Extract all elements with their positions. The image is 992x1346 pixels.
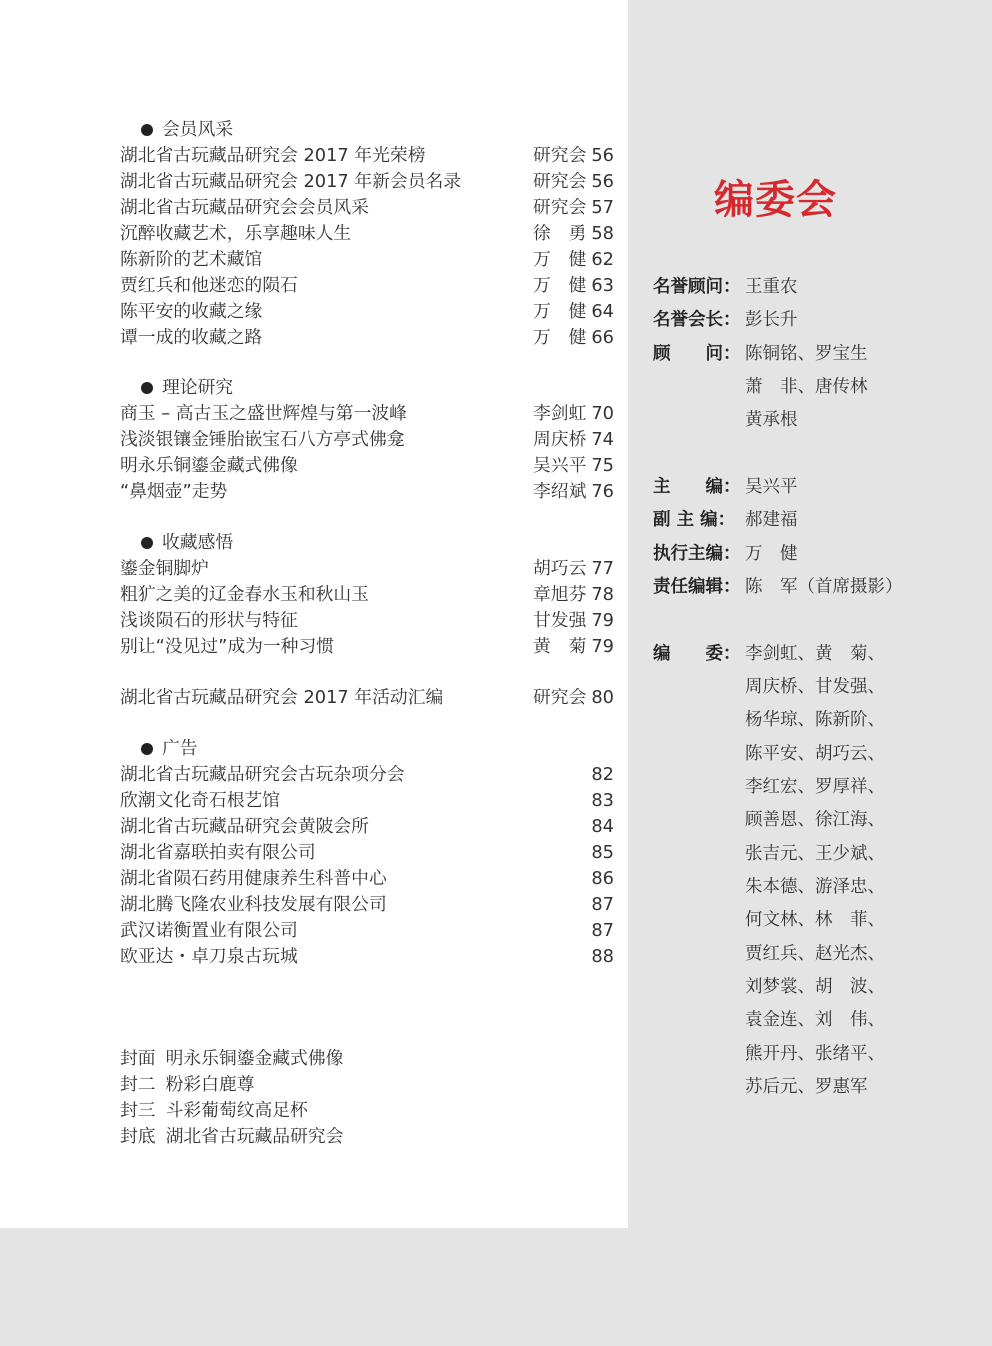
editorial-label: 执行主编： xyxy=(653,543,741,564)
toc-entry-page: 58 xyxy=(591,223,614,244)
editorial-names: 何文林、林 菲、 xyxy=(745,910,885,931)
toc-entry-title: 湖北省古玩藏品研究会 2017 年活动汇编 xyxy=(120,687,444,708)
ad-entry xyxy=(120,788,614,814)
editorial-row xyxy=(653,871,983,904)
toc-entry-title: 贾红兵和他迷恋的陨石 xyxy=(120,275,298,296)
editorial-names: 贾红兵、赵光杰、 xyxy=(745,943,885,964)
toc-entry-author: 李剑虹 xyxy=(533,403,587,424)
section-heading-label: 理论研究 xyxy=(162,377,234,398)
toc-section-ads xyxy=(120,736,614,970)
cover-note-title: 湖北省古玩藏品研究会 xyxy=(165,1126,344,1147)
toc-entry xyxy=(120,479,614,505)
editorial-label: 名誉顾问： xyxy=(653,277,741,297)
toc-entry-title: 沉醉收藏艺术，乐享趣味人生 xyxy=(120,223,352,244)
toc-entry xyxy=(120,247,614,273)
toc-entry-author: 章旭芬 xyxy=(533,584,587,605)
editorial-names: 顾善恩、徐江海、 xyxy=(745,810,885,831)
toc-entry-title: “鼻烟壶”走势 xyxy=(120,481,228,502)
ad-entry-page: 87 xyxy=(591,920,614,941)
toc-entry-page: 77 xyxy=(591,558,614,579)
toc-entry-author: 周庆桥 xyxy=(533,429,587,450)
ad-entry xyxy=(120,762,614,788)
toc-entry-title: 浅淡银镶金锤胎嵌宝石八方亭式佛龛 xyxy=(120,429,405,450)
editorial-label: 主 编： xyxy=(653,476,741,497)
cover-note-label: 封底 xyxy=(120,1126,156,1147)
ad-entry xyxy=(120,866,614,892)
editorial-spacer xyxy=(653,604,983,637)
toc-entry xyxy=(120,453,614,479)
section-heading xyxy=(120,117,614,143)
toc-entry-page: 62 xyxy=(591,249,614,270)
ad-entry xyxy=(120,892,614,918)
editorial-row xyxy=(653,571,983,604)
ad-entry xyxy=(120,944,614,970)
editorial-row xyxy=(653,738,983,771)
ad-entry-page: 84 xyxy=(591,816,614,837)
ad-entry-title: 武汉诺衡置业有限公司 xyxy=(120,920,298,941)
toc-entry-author: 研究会 xyxy=(533,197,587,218)
ad-entry-page: 85 xyxy=(591,842,614,863)
editorial-names: 彭长升 xyxy=(745,310,798,331)
cover-note-title: 粉彩白鹿尊 xyxy=(165,1074,255,1095)
editorial-row xyxy=(653,271,983,304)
toc-entry xyxy=(120,608,614,634)
editorial-row xyxy=(653,771,983,804)
editorial-label: 副 主 编： xyxy=(653,510,736,531)
toc-entry-page: 79 xyxy=(591,636,614,657)
editorial-label: 名誉会长： xyxy=(653,310,741,331)
cover-note-label: 封二 xyxy=(120,1074,156,1095)
cover-note xyxy=(120,1046,614,1072)
bullet-icon xyxy=(141,124,153,136)
toc-standalone xyxy=(120,685,614,711)
toc-entry-page: 70 xyxy=(591,403,614,424)
editorial-row xyxy=(653,804,983,837)
cover-note xyxy=(120,1072,614,1098)
toc-entry-title: 陈平安的收藏之缘 xyxy=(120,301,263,322)
toc-entry-page: 57 xyxy=(591,197,614,218)
editorial-row xyxy=(653,1004,983,1037)
editorial-names: 陈平安、胡巧云、 xyxy=(745,743,885,764)
toc-entry-author: 李绍斌 xyxy=(533,481,587,502)
ad-entry-page: 86 xyxy=(591,868,614,889)
toc-entry xyxy=(120,556,614,582)
toc-entry-ref xyxy=(533,582,614,608)
toc-entry xyxy=(120,195,614,221)
editorial-names: 陈 军（首席摄影） xyxy=(745,576,903,597)
editorial-names: 李剑虹、黄 菊、 xyxy=(745,643,885,664)
editorial-row xyxy=(653,371,983,404)
toc-entry-author: 研究会 xyxy=(533,145,587,166)
ad-entry-title: 湖北省古玩藏品研究会黄陂会所 xyxy=(120,816,369,837)
toc-entry-author: 甘发强 xyxy=(533,610,587,631)
ad-entry xyxy=(120,918,614,944)
editorial-list xyxy=(653,271,983,1104)
cover-note-label: 封面 xyxy=(120,1048,156,1069)
toc-entry-page: 56 xyxy=(591,145,614,166)
toc-entry-ref xyxy=(533,143,614,169)
bullet-icon xyxy=(141,537,153,549)
editorial-names: 陈铜铭、罗宝生 xyxy=(745,343,868,364)
toc-entry-author: 研究会 xyxy=(533,171,587,192)
toc-entry-ref xyxy=(533,273,614,299)
editorial-names: 周庆桥、甘发强、 xyxy=(745,676,885,697)
toc-entry xyxy=(120,221,614,247)
editorial-title: 编委会 xyxy=(714,177,837,223)
editorial-names: 刘梦裳、胡 波、 xyxy=(745,976,885,997)
toc-entry-author: 黄 菊 xyxy=(533,636,587,657)
toc-entry-page: 79 xyxy=(591,610,614,631)
toc-entry-ref xyxy=(533,634,614,660)
toc-entry-page: 76 xyxy=(591,481,614,502)
toc-entry-author: 徐 勇 xyxy=(533,223,587,244)
toc-entry-ref xyxy=(533,453,614,479)
toc-entry-ref xyxy=(533,221,614,247)
ad-entry-title: 湖北腾飞隆农业科技发展有限公司 xyxy=(120,894,387,915)
section-heading-label: 收藏感悟 xyxy=(162,532,234,553)
toc-entry xyxy=(120,273,614,299)
toc-entry-title: 商玉 – 高古玉之盛世辉煌与第一波峰 xyxy=(120,403,407,424)
toc-entry-ref xyxy=(533,169,614,195)
editorial-names: 苏后元、罗惠军 xyxy=(745,1076,868,1097)
editorial-names: 朱本德、游泽忠、 xyxy=(745,876,885,897)
editorial-names: 萧 非、唐传林 xyxy=(745,376,868,397)
section-heading xyxy=(120,530,614,556)
editorial-names: 吴兴平 xyxy=(745,476,798,497)
bullet-icon xyxy=(141,743,153,755)
section-heading xyxy=(120,736,614,762)
editorial-row xyxy=(653,504,983,537)
toc-entry-page: 66 xyxy=(591,327,614,348)
editorial-row xyxy=(653,704,983,737)
editorial-names: 万 健 xyxy=(745,543,798,564)
toc-entry-author: 万 健 xyxy=(533,249,587,270)
cover-note xyxy=(120,1098,614,1124)
toc-entry-title: 明永乐铜鎏金藏式佛像 xyxy=(120,455,298,476)
section-heading xyxy=(120,375,614,401)
editorial-row xyxy=(653,1038,983,1071)
toc-entry-page: 75 xyxy=(591,455,614,476)
editorial-row xyxy=(653,971,983,1004)
ad-entry-page: 82 xyxy=(591,764,614,785)
toc-entry-author: 研究会 xyxy=(533,687,587,708)
toc-entry-author: 万 健 xyxy=(533,327,587,348)
editorial-row xyxy=(653,471,983,504)
toc-entry xyxy=(120,169,614,195)
toc-entry-ref xyxy=(533,556,614,582)
toc-entry-page: 78 xyxy=(591,584,614,605)
toc-entry xyxy=(120,582,614,608)
toc-entry-ref xyxy=(533,195,614,221)
toc-entry-title: 湖北省古玩藏品研究会 2017 年新会员名录 xyxy=(120,171,462,192)
cover-note xyxy=(120,1124,614,1150)
ad-entry xyxy=(120,814,614,840)
toc-section-members xyxy=(120,117,614,351)
editorial-row xyxy=(653,638,983,671)
toc-entry-page: 63 xyxy=(591,275,614,296)
ad-entry-page: 87 xyxy=(591,894,614,915)
toc-entry-ref xyxy=(533,608,614,634)
toc-entry xyxy=(120,143,614,169)
editorial-names: 袁金连、刘 伟、 xyxy=(745,1010,885,1031)
editorial-names: 熊开丹、张绪平、 xyxy=(745,1043,885,1064)
editorial-names: 郝建福 xyxy=(745,510,798,531)
editorial-names: 王重农 xyxy=(745,277,798,297)
toc-entry xyxy=(120,634,614,660)
editorial-label: 顾 问： xyxy=(653,343,741,364)
toc-entry-page: 74 xyxy=(591,429,614,450)
editorial-row xyxy=(653,404,983,437)
toc-entry-author: 吴兴平 xyxy=(533,455,587,476)
ad-entry-title: 湖北省陨石药用健康养生科普中心 xyxy=(120,868,387,889)
toc-entry-ref xyxy=(533,325,614,351)
editorial-names: 杨华琼、陈新阶、 xyxy=(745,710,885,731)
toc-section-insights xyxy=(120,530,614,660)
toc-entry-author: 万 健 xyxy=(533,301,587,322)
editorial-names: 张吉元、王少斌、 xyxy=(745,843,885,864)
editorial-row xyxy=(653,904,983,937)
section-heading-label: 会员风采 xyxy=(162,119,234,140)
toc-entry-ref xyxy=(533,299,614,325)
cover-notes xyxy=(120,1046,614,1150)
ad-entry-title: 湖北省嘉联拍卖有限公司 xyxy=(120,842,316,863)
toc-entry-title: 陈新阶的艺术藏馆 xyxy=(120,249,263,270)
toc-entry-title: 浅谈陨石的形状与特征 xyxy=(120,610,298,631)
ad-entry-page: 88 xyxy=(591,946,614,967)
editorial-row xyxy=(653,838,983,871)
toc-entry-ref xyxy=(533,479,614,505)
toc-entry xyxy=(120,427,614,453)
toc-entry-author: 胡巧云 xyxy=(533,558,587,579)
toc-section-theory xyxy=(120,375,614,505)
toc-entry-title: 别让“没见过”成为一种习惯 xyxy=(120,636,335,657)
toc-entry xyxy=(120,401,614,427)
editorial-row xyxy=(653,1071,983,1104)
section-heading-label: 广告 xyxy=(162,738,198,759)
toc-entry-ref xyxy=(533,685,614,711)
editorial-label: 责任编辑： xyxy=(653,576,741,597)
cover-note-title: 明永乐铜鎏金藏式佛像 xyxy=(165,1048,344,1069)
toc-entry-page: 56 xyxy=(591,171,614,192)
toc-entry-title: 谭一成的收藏之路 xyxy=(120,327,263,348)
toc-entry-page: 80 xyxy=(591,687,614,708)
toc-entry-title: 粗犷之美的辽金春水玉和秋山玉 xyxy=(120,584,369,605)
toc-entry xyxy=(120,299,614,325)
toc-entry-title: 鎏金铜脚炉 xyxy=(120,558,209,579)
cover-note-label: 封三 xyxy=(120,1100,156,1121)
toc-entry xyxy=(120,685,614,711)
editorial-names: 李红宏、罗厚祥、 xyxy=(745,776,885,797)
cover-note-title: 斗彩葡萄纹高足杯 xyxy=(165,1100,308,1121)
ad-entry-page: 83 xyxy=(591,790,614,811)
ad-entry-title: 欧亚达・卓刀泉古玩城 xyxy=(120,946,298,967)
toc-entry-ref xyxy=(533,247,614,273)
ad-entry xyxy=(120,840,614,866)
editorial-row xyxy=(653,538,983,571)
editorial-row xyxy=(653,304,983,337)
toc-entry-title: 湖北省古玩藏品研究会会员风采 xyxy=(120,197,369,218)
editorial-row xyxy=(653,938,983,971)
toc-entry-ref xyxy=(533,427,614,453)
editorial-row xyxy=(653,671,983,704)
editorial-row xyxy=(653,338,983,371)
toc-entry xyxy=(120,325,614,351)
toc-entry-ref xyxy=(533,401,614,427)
toc-entry-title: 湖北省古玩藏品研究会 2017 年光荣榜 xyxy=(120,145,426,166)
toc-entry-author: 万 健 xyxy=(533,275,587,296)
editorial-names: 黄承根 xyxy=(745,410,798,431)
ad-entry-title: 湖北省古玩藏品研究会古玩杂项分会 xyxy=(120,764,405,785)
ad-entry-title: 欣潮文化奇石根艺馆 xyxy=(120,790,281,811)
editorial-label: 编 委： xyxy=(653,643,741,664)
editorial-spacer xyxy=(653,438,983,471)
toc-entry-page: 64 xyxy=(591,301,614,322)
bullet-icon xyxy=(141,382,153,394)
